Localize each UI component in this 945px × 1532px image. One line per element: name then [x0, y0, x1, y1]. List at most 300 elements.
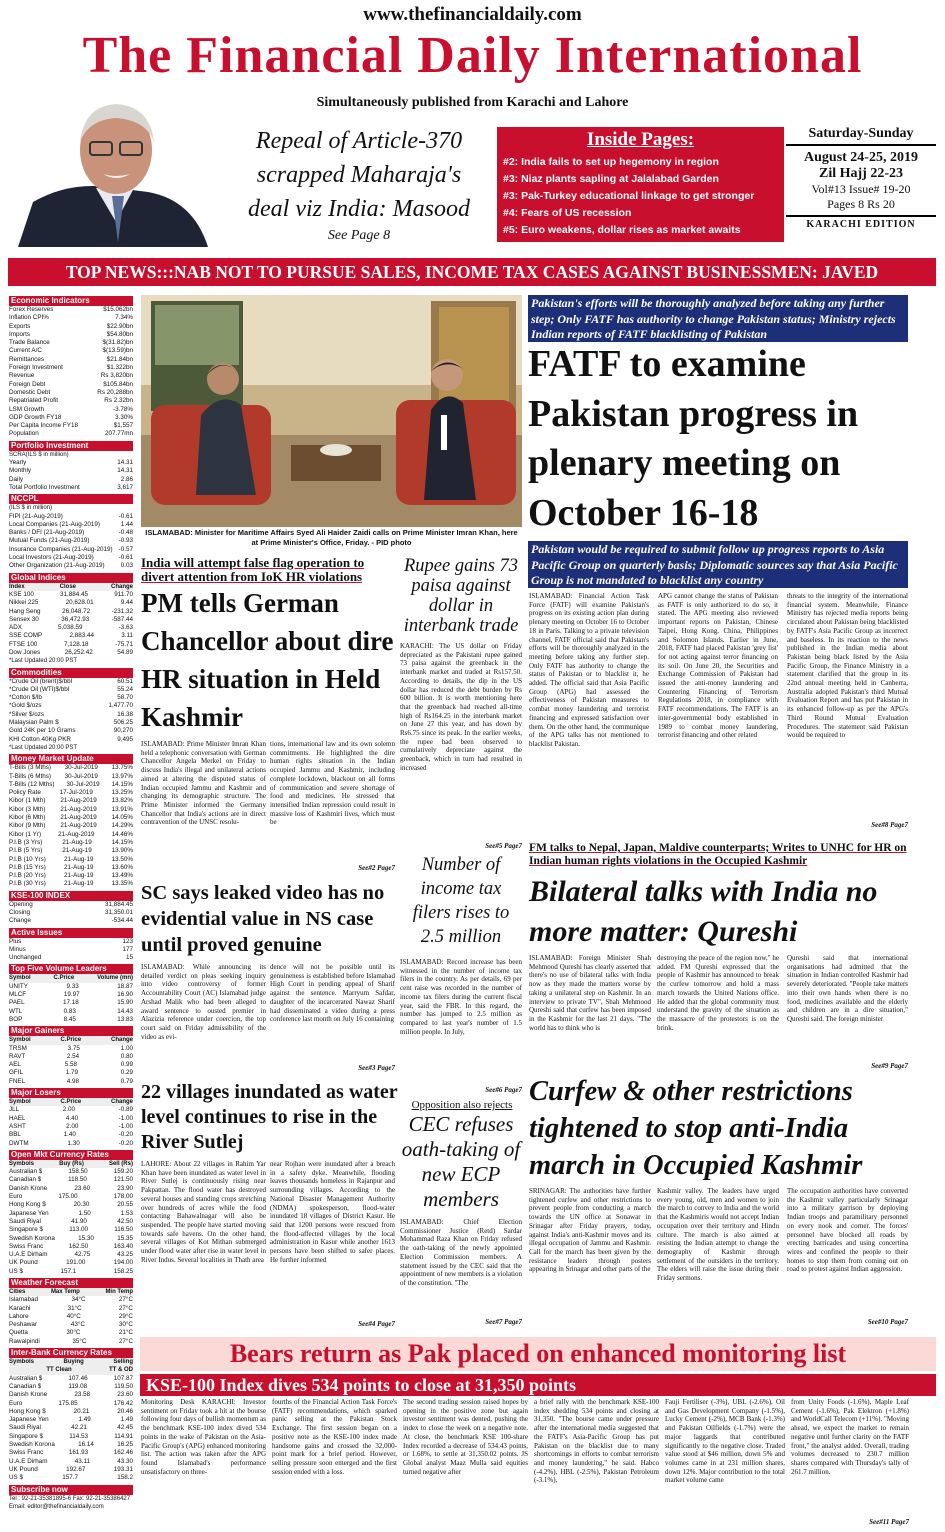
- repeal-line-2: scrapped Maharaja's: [256, 162, 462, 188]
- money-market-row: [9, 814, 133, 822]
- kse-100-cell: Change: [9, 917, 32, 925]
- volume-leader-cell: BOP: [9, 1015, 23, 1023]
- money-market-row: [9, 781, 133, 789]
- commodity-cell: *Crude Oil (WTI)$/bbl: [9, 685, 70, 693]
- economic-indicator-cell: Foreign Debt: [9, 380, 46, 388]
- nccpl-row: [9, 513, 133, 521]
- inter-bank-rate-cell: Canadian $: [9, 1382, 42, 1390]
- open-market-rate-row: [9, 1176, 133, 1184]
- filers-headline[interactable]: Number of income tax filers rises to 2.5 million: [412, 855, 510, 947]
- money-market-cell: P.I.B (30 Yrs): [9, 880, 46, 888]
- kse-100-cell: -534.44: [111, 917, 133, 925]
- global-indices-note: *Last Updated 20:00 PST: [9, 658, 78, 665]
- merkel-headline[interactable]: PM tells German Chancellor about dire HR situation in Held Kashmir: [141, 588, 394, 732]
- weather-city-cell: Lahore: [9, 1312, 29, 1320]
- economic-indicator-row: [9, 372, 133, 380]
- active-issue-row: [9, 938, 133, 946]
- volume-leader-cell: 14.43: [117, 1007, 133, 1015]
- curfew-column-3: The occupation authorities have converted the Kashmir valley particularly Srinagar into a military garrison by deploying Indian troops and paramilitary personnel on every nook and corner. The forces' personnel have blocked all roads by erecting barricades and using concertina wires and confined the people to their homes to stop them from coming out on road to protest against Indian aggression.: [787, 1187, 908, 1274]
- fm-column-2: destroying the peace of the region now," he added. FM Qureshi expressed that the people of Kashmir has announced to break the curfew tomorrow and hold a mass march towards the United Nations office. He added that the global community must understand the gravity of the situation as the massacre of the protestors is on the brink.: [657, 954, 779, 1032]
- global-index-cell: -587.44: [111, 615, 133, 623]
- money-market-cell: 13.60%: [111, 863, 133, 871]
- economic-indicator-cell: $(31.82)bn: [102, 339, 133, 347]
- subscribe-contact: Tel : 92-21-35381895-6 Fax: 92-21-35386427: [9, 1495, 131, 1502]
- money-market-cell: 14.29%: [111, 822, 133, 830]
- inside-pages-item[interactable]: #4: Fears of US recession: [503, 207, 632, 219]
- volume-leader-cell: 17.18: [63, 999, 79, 1007]
- weather-city-cell: 31°C: [67, 1304, 82, 1312]
- global-index-cell: 36,472.93: [61, 615, 90, 623]
- economic-indicator-cell: Imports: [9, 330, 30, 338]
- masood-portrait-image: [8, 92, 226, 247]
- photo-caption-place: ISLAMABAD:: [145, 528, 193, 537]
- economic-indicator-cell: $1.322bn: [106, 364, 133, 372]
- nccpl-cell: Local Investors (21-Aug-2019): [9, 554, 94, 562]
- top-news-banner[interactable]: TOP NEWS:::NAB NOT TO PURSUE SALES, INCOME TAX CASES AGAINST BUSINESSMEN: JAVED: [8, 258, 936, 286]
- volume-leader-cell: 16.90: [117, 991, 133, 999]
- villages-column-1: LAHORE: About 22 villages in Rahim Yar Khan have been inundated as water level in River Sutlej is continuously rising near Pakpattan. The flood water has destroyed several houses and standing crops stretching over hundreds of acres while the food contacting Bahawalnagar will also be suspended. The people have started moving towards safe havens. On the other hand, several villages of Kot Mithan submerged under flood water after rise in water level in River Indus. Several localities in Thath area: [141, 1160, 266, 1264]
- major-loser-row: [9, 1140, 133, 1148]
- money-market-cell: 21-Aug-19: [64, 863, 94, 871]
- rupee-body: KARACHI: The US dollar on Friday depreciated as the Pakistani rupee gained 73 paisa against the greenback in the interbank market and traded at Rs157.50. According to details, the dip in the US dollar has reduced the debt burden by Rs 600 billion. It is worth mentioning here that the greenback had reached all-time high of Rs164.25 in the interbank market on June 27 this year, and has down by Rs6.75 since its peak. In the earlier weeks, the rupee had been observed to cumulatively depreciate against the greenback, which in turn had resulted in increased: [400, 642, 522, 772]
- economic-indicator-cell: Per Capita Income FY18: [9, 422, 78, 430]
- money-market-cell: 13.50%: [111, 855, 133, 863]
- inter-bank-rate-row: [9, 1375, 133, 1383]
- column-header: Symbol: [9, 1099, 31, 1106]
- fm-continued[interactable]: See#9 Page7: [871, 1062, 908, 1070]
- major-gainer-row: [9, 1069, 133, 1077]
- global-index-cell: 9.44: [120, 599, 133, 607]
- open-market-rate-cell: Singapore $: [9, 1226, 43, 1234]
- weather-city-cell: 27°C: [118, 1304, 133, 1312]
- major-gainer-cell: 0.29: [120, 1069, 133, 1077]
- economic-indicator-row: [9, 356, 133, 364]
- inter-bank-rate-cell: 158.2: [117, 1474, 133, 1482]
- bears-headline[interactable]: Bears return as Pak placed on enhanced monitoring list: [140, 1337, 936, 1371]
- open-market-rate-cell: 1.50: [78, 1209, 91, 1217]
- active-issue-cell: 177: [122, 945, 133, 953]
- portfolio-row: [9, 476, 133, 484]
- inside-pages-item[interactable]: #3: Niaz plants sapling at Jalalabad Garden: [503, 173, 719, 185]
- economic-indicator-row: [9, 430, 133, 438]
- photo-caption: [141, 528, 522, 548]
- open-market-rate-cell: 162.50: [68, 1242, 89, 1250]
- inter-bank-rate-cell: Swedish Korona: [9, 1441, 55, 1449]
- column-header: Buying: [63, 1359, 84, 1366]
- volume-leader-cell: 15.90: [117, 999, 133, 1007]
- commodity-row: [9, 686, 133, 694]
- economic-indicator-cell: 3.30%: [115, 413, 133, 421]
- commodity-row: [9, 678, 133, 686]
- open-market-rate-cell: 159.20: [113, 1168, 133, 1176]
- money-market-row: [9, 831, 133, 839]
- bears-continued[interactable]: See#11 Page7: [869, 1518, 909, 1526]
- economic-indicator-cell: $22.90bn: [106, 322, 133, 330]
- economic-indicator-cell: Foreign Investment: [9, 364, 63, 372]
- open-market-rate-cell: 113.00: [69, 1226, 88, 1234]
- dateline-date: August 24-25, 2019: [804, 150, 918, 165]
- bears-column-4: a brief rally with the benchmark KSE-100 index shedding 534 points and closing at 31,350. "The bourse came under pressure after the international media suggested that the FATF's Asia-Pacific Group has put Pakistan on the blacklist due to many shortcomings in efforts to combat terrorism and money laundering," he said. Habco (-4.2%), HBL (-2.5%), Pakistan Petroleum (-3.1%),: [534, 1398, 659, 1485]
- money-market-cell: 14.15%: [111, 780, 133, 788]
- global-index-cell: FTSE 100: [9, 640, 38, 648]
- commodity-cell: 1,477.70: [108, 702, 133, 710]
- economic-indicator-cell: 7.34%: [115, 314, 133, 322]
- money-market-cell: P.I.B (3 Yrs): [9, 838, 43, 846]
- inter-bank-rate-cell: UK Pound: [9, 1465, 38, 1473]
- global-index-cell: -231.32: [111, 607, 133, 615]
- inside-pages-item[interactable]: #3: Pak-Turkey educational linkage to get stronger: [503, 190, 755, 202]
- volume-leader-cell: 13.83: [117, 1015, 133, 1023]
- money-market-cell: 13.97%: [111, 772, 133, 780]
- major-loser-cell: JLL: [9, 1106, 20, 1114]
- money-market-cell: 21-Aug-2019: [60, 797, 97, 805]
- kse-100-cell: 31,350.01: [104, 909, 133, 916]
- open-market-rate-cell: Hong Kong $: [9, 1201, 46, 1209]
- active-issue-row: [9, 946, 133, 954]
- money-market-row: [9, 864, 133, 872]
- economic-indicator-cell: $54.80bn: [106, 330, 133, 338]
- inter-bank-rate-cell: Euro: [9, 1399, 23, 1407]
- inter-bank-rate-cell: 42.21: [71, 1424, 87, 1432]
- weather-city-cell: Peshawar: [9, 1321, 38, 1329]
- open-market-rate-cell: 42.50: [117, 1217, 133, 1225]
- open-market-rate-cell: 15.35: [117, 1234, 133, 1242]
- inter-bank-rate-row: [9, 1458, 133, 1466]
- global-index-cell: 26,048.72: [62, 607, 91, 615]
- volume-leader-cell: 0.83: [63, 1007, 76, 1015]
- fatf-column-2: APG cannot change the status of Pakistan as FATF is only authorized to do so, it stated. The APG meeting also reviewed important reports on Pakistan, Chinese Taipei, Hong Kong, China, Philippines and Solomon Islands. Earlier in June, 2018, FATF had placed Pakistan 'grey list' for not acting against terror financing on its soil. On June 20, the Securities and Exchange Commission of Pakistan had issued the anti-money laundering and Countering Financing of Terrorism Regulations 2018, in compliance with FATF recommendations. The FATF is an inter-governmental body established in 1989 to combat money laundering, terrorist financing and other related: [658, 592, 778, 740]
- open-market-rate-cell: 118.50: [68, 1176, 87, 1184]
- weather-city-row: [9, 1313, 133, 1321]
- major-gainers-heading: Major Gainers: [9, 1026, 133, 1036]
- inter-bank-rate-cell: 107.46: [68, 1374, 88, 1382]
- dateline-issue: Vol#13 Issue# 19-20: [811, 182, 911, 196]
- open-market-column-headers: [9, 1160, 133, 1168]
- subscribe-email: Email: editor@thefinancialdaily.com: [9, 1503, 104, 1510]
- portfolio-cell: 3,617: [117, 483, 133, 491]
- open-market-currency-heading: Open Mkt Currency Rates: [9, 1150, 133, 1160]
- money-market-cell: 14.46%: [111, 830, 133, 838]
- curfew-continued[interactable]: See#10 Page7: [867, 1318, 908, 1326]
- economic-indicator-row: [9, 381, 133, 389]
- open-market-rate-cell: 23.60: [74, 1184, 91, 1192]
- column-header: Buy (Rs): [59, 1160, 84, 1167]
- commodity-cell: Gold 24K per 10 Grams: [9, 727, 76, 735]
- open-market-rate-row: [9, 1210, 133, 1218]
- economic-indicator-cell: $15.062bn: [103, 306, 133, 313]
- dateline-box: [786, 126, 936, 244]
- portfolio-cell: Total Portfolio Investment: [9, 483, 80, 491]
- money-market-cell: 21-Aug-2019: [58, 830, 95, 838]
- money-market-cell: 21-Aug-19: [64, 872, 94, 880]
- inter-bank-rate-cell: 107.87: [113, 1374, 133, 1382]
- commodity-cell: 60.51: [117, 677, 133, 685]
- economic-indicator-row: [9, 422, 133, 430]
- global-indices-heading: Global Indices: [9, 573, 133, 583]
- major-loser-cell: HAEL: [9, 1114, 26, 1122]
- sc-column-2: dence will not be possible until its genuineness is established before Islamabad High Court in pending appeal of Sharif against the sentence. Marryum Safdar, daughter of the incarcerated Nawaz Sharif had disseminated a video during a press conference last month on July 16 containing: [270, 963, 395, 1024]
- major-loser-cell: 2.00: [66, 1122, 79, 1130]
- rupee-headline[interactable]: Rupee gains 73 paisa against dollar in interbank trade: [403, 556, 519, 636]
- sc-headline[interactable]: SC says leaked video has no evidential value in NS case until proved genuine: [141, 882, 385, 956]
- filers-continued[interactable]: See#6 Page7: [485, 1086, 522, 1094]
- money-market-cell: 21-Aug-19: [62, 838, 92, 846]
- nccpl-heading: NCCPL: [9, 494, 133, 504]
- major-losers-heading: Major Losers: [9, 1088, 133, 1098]
- global-index-cell: 2,883.44: [69, 632, 94, 640]
- major-loser-cell: 2.00: [62, 1106, 76, 1114]
- inter-bank-rate-cell: Danish Krone: [9, 1391, 48, 1399]
- economic-indicator-cell: -3.78%: [113, 405, 133, 413]
- filers-body: ISLAMABAD: Record increase has been witnessed in the number of income tax filers in the country. As per details, 69 per cent raise was recorded in the number of income tax filers during the current fiscal year, said the FBR. In this regard, the number has jumped to 2.5 million as compared to last year's number of 1.5 million people. In July,: [400, 958, 522, 1036]
- money-market-cell: Kibor (3 Mth): [9, 805, 46, 813]
- economic-indicator-cell: Rs 3,820bn: [100, 372, 133, 380]
- nccpl-row: [9, 554, 133, 562]
- open-market-rate-row: [9, 1243, 133, 1251]
- inter-bank-rate-cell: US $: [9, 1474, 23, 1482]
- inter-bank-rate-cell: 23.60: [117, 1391, 133, 1399]
- commodity-cell: 55.24: [117, 685, 133, 693]
- economic-indicator-cell: Trade Balance: [9, 339, 50, 347]
- fm-headline[interactable]: Bilateral talks with India no more matter: Qureshi: [529, 875, 878, 948]
- major-loser-row: [9, 1115, 133, 1123]
- open-market-rate-cell: 191.00: [66, 1259, 86, 1267]
- sc-column-1: ISLAMABAD: While announcing its detailed verdict on pleas seeking inquiry into video controversy of former Accountability Court (AC) Islamabad judge Arshad Malik who had been alleged to award sentence to ousted premier in Alazizia reference under coercion, the top court said on Friday admissibility of the video as evi-: [141, 963, 266, 1041]
- merkel-continued[interactable]: See#2 Page7: [358, 864, 395, 872]
- money-market-row: [9, 797, 133, 805]
- inter-bank-rate-row: [9, 1433, 133, 1441]
- column-header: TT & OD: [109, 1367, 133, 1374]
- fatf-continued[interactable]: See#8 Page7: [871, 821, 908, 829]
- column-header: C.Price: [60, 1037, 82, 1044]
- global-index-cell: Nikkei 225: [9, 599, 39, 607]
- portfolio-cell: Monthly: [9, 467, 32, 475]
- open-market-rate-cell: 116.50: [114, 1226, 133, 1234]
- fatf-headline[interactable]: FATF to examine Pakistan progress in plenary meeting on October 16-18: [528, 343, 859, 534]
- inter-bank-rate-row: [9, 1391, 133, 1399]
- weather-city-cell: 21°C: [118, 1329, 133, 1337]
- inter-bank-rate-cell: 43.30: [117, 1457, 133, 1465]
- weather-forecast-heading: Weather Forecast: [9, 1278, 133, 1288]
- open-market-rate-cell: Swedish Korona: [9, 1234, 55, 1242]
- volume-leader-row: [9, 1016, 133, 1024]
- bears-column-3: The second trading session raised hopes by opening in the positive zone but again investor sentiment was dented, pushing the index to close the week on a negative note. At close, the benchmark KSE 100-share Index recorded a decrease of 534.43 points, or 1.68%, to settle at 31,350.02 points. JS Global analyst Maaz Mulla said equities turned negative after: [403, 1398, 528, 1476]
- global-index-row: [9, 608, 133, 616]
- economic-indicator-cell: Rs 2.32bn: [104, 397, 133, 405]
- commodity-cell: *Gold $/ozs: [9, 702, 42, 710]
- weather-city-row: [9, 1329, 133, 1337]
- sc-continued[interactable]: See#3 Page7: [358, 1064, 395, 1072]
- inter-bank-rate-row: [9, 1400, 133, 1408]
- money-market-cell: P.I.B (20 Yrs): [9, 872, 46, 880]
- volume-leader-cell: 18.87: [117, 982, 133, 990]
- economic-indicator-cell: Exports: [9, 322, 31, 330]
- top-volume-leaders-heading: Top Five Volume Leaders: [9, 964, 133, 974]
- nccpl-row: [9, 529, 133, 537]
- active-issue-cell: Minus: [9, 945, 26, 953]
- open-market-rate-cell: 43.25: [117, 1251, 133, 1259]
- major-loser-cell: BBL: [9, 1131, 21, 1139]
- money-market-cell: 13.75%: [111, 764, 133, 772]
- fm-kicker: FM talks to Nepal, Japan, Maldive counterparts; Writes to UNHC for HR on Indian human rights violations in the Occupied Kashmir: [529, 842, 907, 867]
- column-header: Index: [9, 583, 25, 590]
- money-market-row: [9, 856, 133, 864]
- inter-bank-sub-column-headers: [9, 1366, 133, 1374]
- major-gainer-cell: AEL: [9, 1061, 21, 1069]
- weather-city-cell: Rawalpindi: [9, 1337, 40, 1345]
- kse-100-row: [9, 917, 133, 925]
- money-market-row: [9, 789, 133, 797]
- cec-kicker: Opposition also rejects: [411, 1099, 513, 1111]
- weather-city-cell: Karachi: [9, 1304, 31, 1312]
- kse-100-row: [9, 901, 133, 909]
- global-index-cell: Dow Jones: [9, 648, 41, 656]
- global-index-row: [9, 591, 133, 599]
- inter-bank-currency-heading: Inter-Bank Currency Rates: [9, 1348, 133, 1358]
- villages-headline[interactable]: 22 villages inundated as water level continues to rise in the River Sutlej: [141, 1081, 398, 1153]
- repeal-see-page[interactable]: See Page 8: [327, 228, 391, 243]
- open-market-rate-cell: UK Pound: [9, 1259, 38, 1267]
- major-gainer-cell: 1.00: [120, 1044, 133, 1052]
- major-gainer-cell: RAVT: [9, 1052, 26, 1060]
- open-market-rate-cell: 20.30: [73, 1201, 90, 1209]
- inter-bank-rate-cell: 16.25: [117, 1441, 133, 1449]
- column-header: Symbol: [9, 975, 31, 982]
- inter-bank-rate-cell: Japanese Yen: [9, 1416, 49, 1424]
- global-indices-column-headers: [9, 583, 133, 591]
- repeal-line-1: Repeal of Article-370: [255, 128, 463, 154]
- portfolio-cell: 14.31: [117, 459, 133, 467]
- website-url[interactable]: www.thefinancialdaily.com: [363, 4, 582, 25]
- open-market-rate-cell: U.A.E Dirham: [9, 1251, 48, 1259]
- economic-indicator-cell: Domestic Debt: [9, 388, 51, 396]
- commodity-cell: Malaysian Palm $: [9, 719, 59, 727]
- economic-indicator-row: [9, 347, 133, 355]
- economic-indicator-cell: Inflation CPI%: [9, 314, 49, 322]
- economic-indicator-cell: Forex Reserves: [9, 306, 54, 313]
- volume-leader-row: [9, 1008, 133, 1016]
- commodity-cell: 58.70: [117, 694, 133, 702]
- weather-city-cell: Quetta: [9, 1329, 28, 1337]
- villages-continued[interactable]: See#4 Page7: [358, 1320, 395, 1328]
- open-market-rate-cell: 15.30: [78, 1234, 94, 1242]
- major-gainer-cell: 1.79: [65, 1069, 78, 1077]
- major-gainer-cell: GFIL: [9, 1069, 23, 1077]
- money-market-cell: 21-Aug-2019: [60, 814, 97, 822]
- column-header: Min Temp: [105, 1288, 133, 1295]
- major-gainer-row: [9, 1045, 133, 1053]
- portfolio-cell: Daily: [9, 475, 23, 483]
- tagline: Simultaneously published from Karachi and Lahore: [316, 95, 629, 110]
- inter-bank-rate-cell: U.A.E Dirham: [9, 1457, 48, 1465]
- global-index-cell: SSE COMP: [9, 632, 43, 640]
- economic-indicator-row: [9, 314, 133, 322]
- money-market-cell: Kibor (1 Yr): [9, 830, 42, 838]
- global-index-cell: -75.71: [115, 640, 133, 648]
- economic-indicator-row: [9, 331, 133, 339]
- curfew-headline[interactable]: Curfew & other restrictions tightened to stop anti-India march in Occupied Kashmir: [529, 1076, 863, 1181]
- active-issue-cell: 15: [125, 954, 133, 962]
- column-header: Max Temp: [50, 1288, 80, 1295]
- money-market-row: [9, 880, 133, 888]
- volume-leader-cell: 9.33: [66, 982, 79, 990]
- repeal-headline[interactable]: [225, 124, 493, 226]
- global-index-cell: 5,038.59: [58, 624, 83, 632]
- portfolio-cell: 14.31: [117, 467, 133, 475]
- open-market-rate-row: [9, 1235, 133, 1243]
- economic-indicator-cell: $21.84bn: [106, 355, 133, 363]
- money-market-row: [9, 806, 133, 814]
- open-market-rate-row: [9, 1226, 133, 1234]
- commodity-cell: 506.25: [113, 719, 133, 727]
- volume-leader-row: [9, 999, 133, 1007]
- curfew-column-2: Kashmir valley. The leaders have urged every young, old, men and women to join the march to convey to India and the world that the Kashmiris would not accept Indian occupation over their territory and Hindu culture. The march is also aimed at resisting the Indian attempt to change the demography of Kashmir through settlement of the outsiders in the territory. The elders will raise the issue during their Friday sermons.: [657, 1187, 779, 1283]
- inside-pages-box: [497, 127, 784, 242]
- masthead-title: The Financial Daily International: [82, 27, 863, 84]
- global-index-cell: 3.11: [121, 632, 133, 640]
- cec-continued[interactable]: See#7 Page7: [485, 1318, 522, 1326]
- major-loser-cell: 1.30: [67, 1139, 80, 1147]
- economic-indicator-cell: Population: [9, 430, 39, 438]
- money-market-row: [9, 872, 133, 880]
- column-header: Cities: [9, 1288, 26, 1295]
- nccpl-row: [9, 562, 133, 570]
- merkel-column-2: tions, international law and its own solemn commitments. He highlighted the dire human rights situation in the Indian occupied Jammu and Kashmir, including complete lockdown, blackout on all forms of communication and severe shortage of food and medicines. He stressed that intensified Indian repression could result in massive loss of Kashmiri lives, which must be: [270, 740, 395, 827]
- inter-bank-rate-row: [9, 1416, 133, 1424]
- inside-pages-item[interactable]: #2: India fails to set up hegemony in region: [503, 156, 719, 168]
- merkel-kicker: India will attempt false flag operation to divert attention from IoK HR violations: [141, 555, 365, 584]
- inter-bank-rate-row: [9, 1424, 133, 1432]
- column-header: Close: [59, 583, 76, 590]
- rupee-continued[interactable]: See#5 Page7: [485, 842, 522, 850]
- nccpl-cell: Insurance Companies (21-Aug-2019): [9, 545, 113, 553]
- money-market-cell: 21-Aug-19: [62, 847, 92, 855]
- volume-leader-cell: MLCF: [9, 991, 27, 999]
- inter-bank-rate-cell: 162.46: [113, 1449, 133, 1457]
- open-market-rate-cell: 23.90: [117, 1184, 133, 1192]
- inside-pages-item[interactable]: #5: Euro weakens, dollar rises as market awaits: [503, 224, 741, 236]
- villages-column-2: near Rojhan were inundated after a breach in a safety dyke. Meanwhile, flooding leaves thousands homeless in Rajanpur and surrounding villages. According to the National Disaster Management Authority (NDMA) spokesperson, flood-water inundated 18 villages of District Kasur. He said that 1200 persons were rescued from the flood-affected villages by the local administration in Kasur while another 1613 persons have been shifted to safer places. He further informed: [270, 1160, 395, 1264]
- volume-leader-cell: WTL: [9, 1007, 23, 1015]
- economic-indicator-cell: Rs 20,288bn: [97, 388, 133, 396]
- money-market-cell: 13.91%: [111, 805, 133, 813]
- active-issue-cell: Unchanged: [9, 954, 42, 962]
- curfew-column-1: SRINAGAR: The authorities have further tightened curfew and other restrictions to prevent people from conducting a march towards the UN office at Sonawar in Srinagar after Friday prayers, today, against India's anti-Kashmir moves and its illegal occupation of Jammu and Kashmir. Call for the march has been given by the resistance leaders through posters appearing in Srinagar and other parts of the: [529, 1187, 651, 1274]
- global-index-cell: 911.70: [114, 590, 133, 598]
- major-losers-column-headers: [9, 1098, 133, 1106]
- column-header: Symbols: [9, 1359, 35, 1366]
- inter-bank-rate-row: [9, 1383, 133, 1391]
- economic-indicator-row: [9, 406, 133, 414]
- money-market-cell: T-Bills (12 Mths): [9, 780, 55, 788]
- weather-city-cell: Islamabad: [9, 1296, 39, 1304]
- major-gainer-cell: 4.98: [66, 1077, 80, 1085]
- major-loser-cell: -0.89: [118, 1106, 133, 1114]
- cec-headline[interactable]: CEC refuses oath-taking of new ECP members: [401, 1112, 521, 1211]
- open-market-rate-cell: Swiss Franc: [9, 1242, 44, 1250]
- money-market-cell: 13.49%: [111, 872, 133, 880]
- weather-city-cell: 30°C: [118, 1321, 133, 1329]
- column-header: Symbol: [9, 1037, 31, 1044]
- repeal-line-3: deal viz India: Masood: [248, 196, 470, 222]
- open-market-rate-cell: 163.40: [113, 1242, 133, 1250]
- money-market-cell: T-Bills (6 Mths): [9, 772, 51, 780]
- major-loser-cell: -0.20: [118, 1139, 133, 1147]
- kse-100-cell: Opening: [9, 900, 33, 908]
- inter-bank-rate-cell: 114.53: [69, 1432, 88, 1440]
- fatf-deck-bottom: Pakistan would be required to submit follow up progress reports to Asia Pacific Group on quarterly basis; Diplomatic sources say that Asia Pacific Group is not mandated to blacklist any country: [528, 541, 908, 588]
- open-market-rate-cell: US $: [9, 1267, 23, 1275]
